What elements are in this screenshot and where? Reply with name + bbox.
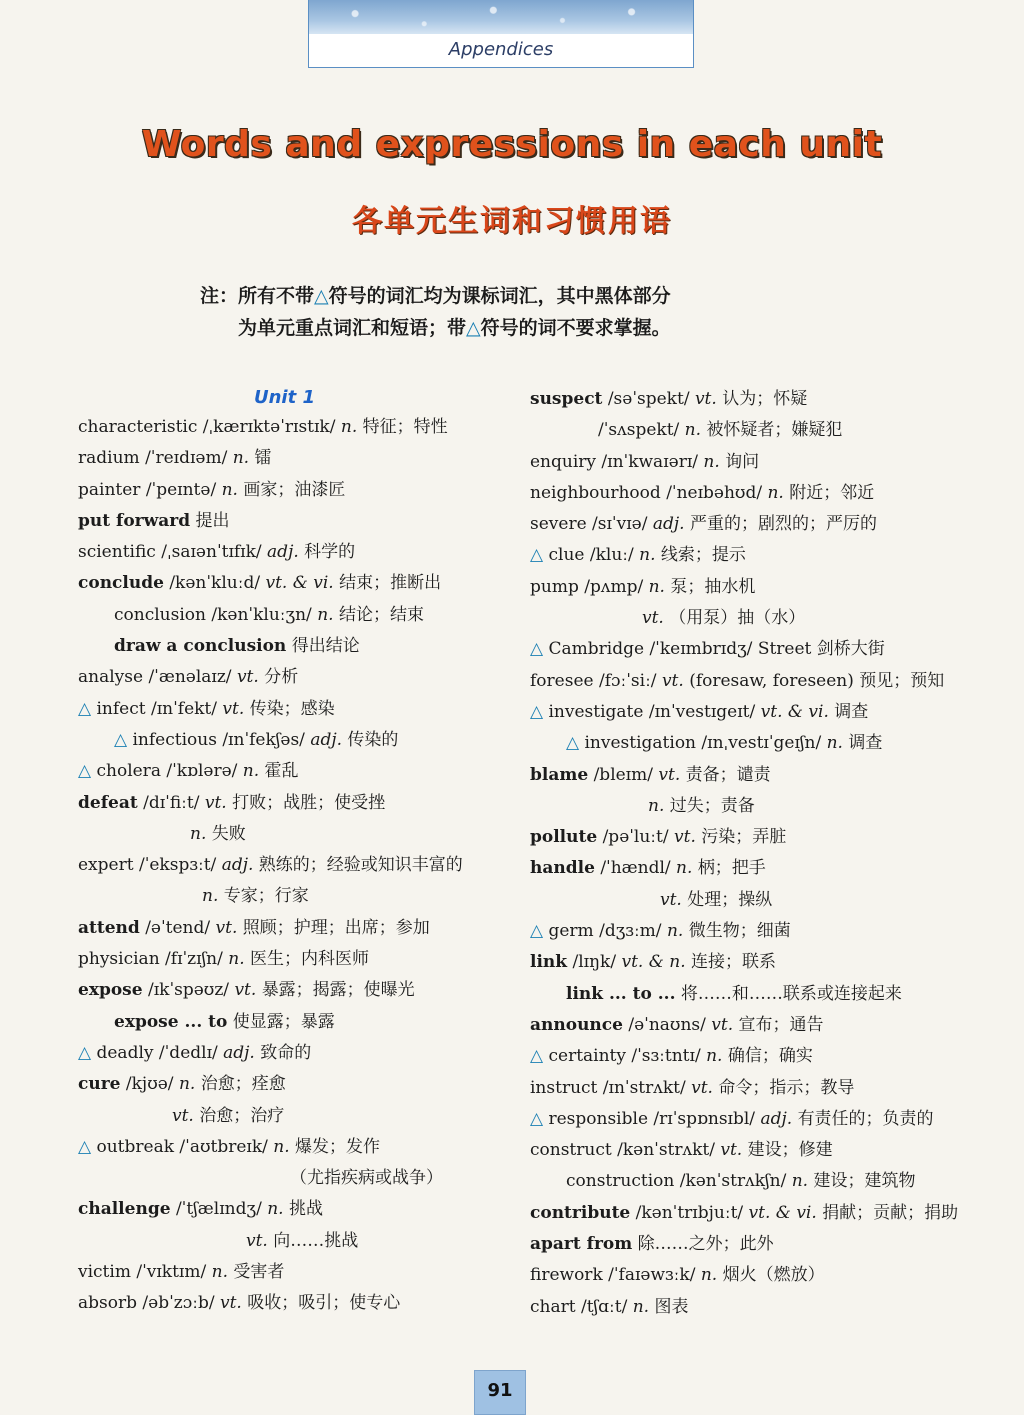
gloss: 图表 — [654, 1296, 689, 1317]
vocab-entry — [530, 447, 970, 478]
part-of-speech: vt. & vi. — [265, 573, 334, 594]
triangle-icon: △ — [314, 285, 329, 307]
gloss: 调查 — [848, 733, 883, 754]
part-of-speech: vt. — [711, 1014, 734, 1035]
headword: suspect — [530, 389, 603, 409]
gloss: 治愈；痊愈 — [200, 1074, 286, 1095]
phonetic: /bleɪm/ — [593, 764, 653, 785]
vocab-entry — [530, 478, 970, 509]
section-banner — [308, 0, 694, 68]
part-of-speech: n. — [676, 858, 693, 879]
gloss: 认为；怀疑 — [722, 389, 808, 409]
gloss: 捐献；贡献；捐助 — [822, 1202, 959, 1223]
vocab-entry — [78, 1069, 518, 1100]
vocab-entry — [530, 1198, 970, 1229]
headword: germ — [548, 921, 594, 942]
phonetic: /fɪˈzɪʃn/ — [165, 949, 223, 970]
gloss: 画家；油漆匠 — [243, 479, 346, 500]
part-of-speech: n. — [826, 733, 843, 754]
vocab-entry — [530, 540, 970, 571]
banner-image — [309, 0, 693, 34]
gloss: 过失；责备 — [669, 795, 755, 816]
phonetic: /dɪˈfiːt/ — [143, 792, 200, 813]
gloss: 附近；邻近 — [789, 482, 875, 503]
phonetic: /kənˈkluːʒn/ — [211, 604, 312, 625]
headword: infectious — [132, 729, 217, 750]
triangle-icon: △ — [530, 921, 544, 942]
part-of-speech: n. — [221, 479, 238, 500]
part-of-speech: n. — [211, 1262, 228, 1283]
gloss: 调查 — [834, 701, 869, 722]
gloss: 科学的 — [304, 542, 356, 563]
part-of-speech: vt. — [215, 917, 238, 938]
part-of-speech: n. — [273, 1136, 290, 1157]
phonetic: /ˈpeɪntə/ — [145, 479, 217, 500]
gloss: 向……挑战 — [273, 1230, 359, 1251]
part-of-speech: vt. — [691, 1077, 713, 1098]
vocab-entry — [530, 1010, 970, 1041]
triangle-icon: △ — [530, 701, 544, 722]
headword: apart from — [530, 1234, 633, 1255]
headword: enquiry — [530, 451, 597, 472]
vocab-entry — [78, 443, 518, 474]
part-of-speech: n. — [700, 1265, 718, 1286]
vocab-entry — [530, 760, 970, 791]
gloss: 受害者 — [233, 1262, 285, 1283]
part-of-speech: n. — [632, 1296, 650, 1317]
vocab-entry — [78, 1257, 518, 1288]
phonetic: /lɪŋk/ — [572, 952, 617, 973]
part-of-speech: vt. — [172, 1105, 194, 1126]
vocab-entry — [78, 975, 518, 1006]
gloss: 使显露；暴露 — [232, 1011, 335, 1032]
headword: link — [530, 952, 568, 973]
headword: foresee — [530, 670, 594, 691]
gloss: 专家；行家 — [223, 886, 309, 907]
phonetic: /kjʊə/ — [125, 1074, 174, 1095]
headword: conclude — [78, 573, 164, 594]
gloss: 被怀疑者；嫌疑犯 — [706, 420, 843, 441]
headword: pollute — [530, 827, 598, 848]
phonetic: /ɪnˈstrʌkt/ — [602, 1077, 686, 1098]
vocab-entry — [78, 913, 518, 944]
vocab-entry — [78, 1038, 518, 1069]
triangle-icon: △ — [530, 1046, 544, 1067]
part-of-speech: n. — [340, 417, 358, 437]
gloss: 柄；把手 — [697, 858, 766, 879]
vocab-entry — [78, 694, 518, 725]
gloss: 严重的；剧烈的；严厉的 — [689, 514, 877, 535]
triangle-icon: △ — [466, 317, 481, 339]
unit-heading: Unit 1 — [254, 387, 315, 408]
headword: construct — [530, 1140, 612, 1161]
gloss: 吸收；吸引；使专心 — [247, 1293, 401, 1314]
part-of-speech: vt. & vi. — [748, 1202, 817, 1223]
part-of-speech: vt. — [694, 389, 717, 409]
vocab-entry — [530, 1104, 970, 1135]
gloss: (foresaw, foreseen) 预见；预知 — [689, 670, 945, 691]
vocab-entry — [530, 1135, 970, 1166]
gloss: 烟火（燃放） — [722, 1265, 825, 1286]
vocab-entry — [78, 1194, 518, 1225]
vocab-entry — [78, 1163, 518, 1194]
phonetic: /fɔːˈsiː/ — [598, 670, 657, 691]
part-of-speech: adj. — [221, 855, 254, 876]
headword: painter — [78, 479, 141, 500]
headword: certainty — [548, 1046, 626, 1067]
headword: radium — [78, 448, 140, 469]
part-of-speech: n. — [267, 1199, 284, 1220]
part-of-speech: n. — [648, 795, 665, 816]
phonetic: /kənˈkluːd/ — [169, 573, 261, 594]
part-of-speech: n. — [666, 921, 684, 942]
phonetic: /əˈnaʊns/ — [628, 1014, 706, 1035]
phonetic: /ˈfaɪəwɜːk/ — [608, 1265, 696, 1286]
headword: attend — [78, 917, 140, 938]
phonetic: /ˈænəlaɪz/ — [148, 667, 232, 688]
phonetic: /ˈdedlɪ/ — [158, 1042, 218, 1063]
triangle-icon: △ — [78, 698, 92, 719]
part-of-speech: vt. — [234, 980, 257, 1001]
headword: challenge — [78, 1199, 171, 1220]
headword: neighbourhood — [530, 482, 661, 503]
part-of-speech: vt. — [674, 827, 696, 848]
vocab-entry — [530, 634, 970, 665]
headword: blame — [530, 764, 589, 785]
page-title-english: Words and expressions in each unit — [141, 124, 883, 165]
part-of-speech: vt. — [236, 667, 259, 688]
vocab-entry — [78, 756, 518, 787]
gloss: 熟练的；经验或知识丰富的 — [258, 855, 463, 876]
part-of-speech: vt. & n. — [621, 952, 686, 973]
gloss: 致命的 — [260, 1042, 312, 1063]
right-column — [530, 384, 970, 1323]
page-number: 91 — [474, 1370, 526, 1415]
vocab-entry — [78, 568, 518, 599]
vocab-entry — [530, 1292, 970, 1323]
gloss: 除……之外；此外 — [637, 1234, 774, 1255]
part-of-speech: n. — [684, 420, 702, 441]
part-of-speech: vt. & vi. — [760, 701, 829, 722]
note-line-2: 为单元重点词汇和短语；带△符号的词不要求掌握。 — [238, 317, 671, 339]
vocab-entry — [530, 1229, 970, 1260]
headword: draw a conclusion — [114, 636, 287, 657]
phonetic: /ˌsaɪənˈtɪfɪk/ — [161, 542, 262, 563]
vocab-entry — [78, 850, 518, 881]
phonetic: /ˈtʃælɪndʒ/ — [175, 1199, 262, 1220]
phonetic: /ˈvɪktɪm/ — [136, 1262, 207, 1283]
part-of-speech: vt. — [658, 764, 681, 785]
gloss: 污染；弄脏 — [701, 827, 787, 848]
headword: put forward — [78, 510, 191, 531]
gloss: 医生；内科医师 — [250, 949, 370, 970]
vocab-entry — [530, 415, 970, 446]
headword: physician — [78, 949, 160, 970]
vocab-entry — [530, 1260, 970, 1291]
gloss: 镭 — [254, 448, 272, 469]
vocab-entry — [530, 979, 970, 1010]
triangle-icon: △ — [530, 1108, 544, 1129]
vocab-entry — [530, 697, 970, 728]
headword: characteristic — [78, 417, 198, 437]
headword: pump — [530, 576, 579, 597]
phonetic: /ɪkˈspəʊz/ — [147, 980, 230, 1001]
vocab-entry — [530, 916, 970, 947]
vocab-entry — [530, 728, 970, 759]
headword: conclusion — [114, 604, 206, 625]
phonetic: /kənˈstrʌkʃn/ — [679, 1171, 787, 1192]
note-paragraph — [200, 280, 840, 344]
vocab-entry — [78, 944, 518, 975]
gloss: 提出 — [195, 510, 230, 531]
part-of-speech: n. — [232, 448, 250, 469]
headword: defeat — [78, 792, 138, 813]
vocab-entry — [78, 819, 518, 850]
gloss: 传染；感染 — [249, 698, 335, 719]
vocab-entry — [78, 1288, 518, 1319]
headword: infect — [96, 698, 146, 719]
triangle-icon: △ — [78, 1042, 92, 1063]
gloss: 霍乱 — [264, 761, 299, 782]
triangle-icon: △ — [530, 639, 544, 660]
gloss: 结束；推断出 — [339, 573, 442, 594]
headword: clue — [548, 545, 585, 566]
phonetic: /sɪˈvɪə/ — [592, 514, 648, 535]
vocab-entry — [78, 600, 518, 631]
gloss: 连接；联系 — [691, 952, 777, 973]
left-column — [78, 384, 518, 1320]
headword: severe — [530, 514, 587, 535]
part-of-speech: adj. — [652, 514, 685, 535]
vocab-entry — [78, 631, 518, 662]
phonetic: /ˈsɜːtntɪ/ — [631, 1046, 701, 1067]
gloss: 建设；建筑物 — [813, 1171, 916, 1192]
part-of-speech: vt. — [204, 792, 227, 813]
headword: outbreak — [96, 1136, 175, 1157]
headword: investigate — [548, 701, 644, 722]
part-of-speech: adj. — [760, 1108, 793, 1129]
gloss: 得出结论 — [291, 636, 360, 657]
gloss: 责备；谴责 — [685, 764, 771, 785]
vocab-entry — [530, 853, 970, 884]
phonetic: /kənˈstrʌkt/ — [617, 1140, 715, 1161]
section-label: Appendices — [448, 39, 554, 60]
vocab-entry — [530, 885, 970, 916]
gloss: 打败；战胜；使受挫 — [232, 792, 386, 813]
headword: firework — [530, 1265, 603, 1286]
phonetic: /kluː/ — [589, 545, 634, 566]
headword: responsible — [548, 1108, 649, 1129]
gloss: 爆发；发作 — [295, 1136, 381, 1157]
page-title-chinese: 各单元生词和习惯用语 — [352, 204, 672, 239]
phonetic: /ɪnˈfekʃəs/ — [222, 729, 305, 750]
part-of-speech: adj. — [267, 542, 299, 563]
vocab-entry — [530, 791, 970, 822]
headword: instruct — [530, 1077, 598, 1098]
vocab-entry — [78, 475, 518, 506]
phonetic: /ˈneɪbəhʊd/ — [666, 482, 763, 503]
headword: scientific — [78, 542, 156, 563]
vocab-entry — [78, 1007, 518, 1038]
headword: Cambridge — [548, 639, 645, 660]
part-of-speech: n. — [317, 604, 334, 625]
phonetic: /səˈspekt/ — [607, 389, 690, 409]
phonetic: /ˈhændl/ — [600, 858, 671, 879]
gloss: 有责任的；负责的 — [797, 1108, 934, 1129]
gloss: 泵；抽水机 — [670, 576, 756, 597]
gloss: 线索；提示 — [660, 545, 746, 566]
vocab-entry — [530, 1166, 970, 1197]
phonetic: /kənˈtrɪbjuːt/ — [635, 1202, 744, 1223]
phonetic: /ɪnˈkwaɪərɪ/ — [601, 451, 698, 472]
vocab-entry — [530, 572, 970, 603]
headword: expose ... to — [114, 1011, 228, 1032]
part-of-speech: vt. — [720, 1140, 743, 1161]
phonetic: /pəˈluːt/ — [602, 827, 669, 848]
headword: victim — [78, 1262, 131, 1283]
gloss: 传染的 — [347, 729, 399, 750]
gloss: 建设；修建 — [747, 1140, 833, 1161]
gloss: 将……和……联系或连接起来 — [680, 983, 902, 1004]
gloss: 暴露；揭露；使曝光 — [261, 980, 415, 1001]
phonetic: /rɪˈspɒnsɪbl/ — [653, 1108, 756, 1129]
part-of-speech: n. — [228, 949, 245, 970]
phonetic: /əbˈzɔːb/ — [142, 1293, 215, 1314]
gloss: Street 剑桥大街 — [757, 639, 885, 660]
part-of-speech: vt. — [642, 608, 664, 629]
phonetic: /dʒɜːm/ — [599, 921, 662, 942]
vocab-entry — [530, 1041, 970, 1072]
headword: expose — [78, 980, 143, 1001]
gloss: 照顾；护理；出席；参加 — [242, 917, 430, 938]
part-of-speech: n. — [242, 761, 260, 782]
part-of-speech: vt. — [246, 1230, 268, 1251]
part-of-speech: n. — [791, 1171, 809, 1192]
vocab-entry — [530, 822, 970, 853]
headword: link ... to ... — [566, 983, 676, 1004]
headword: deadly — [96, 1042, 154, 1063]
part-of-speech: n. — [202, 886, 219, 907]
phonetic: /ɪnˈfekt/ — [150, 698, 217, 719]
part-of-speech: vt. — [660, 889, 682, 910]
triangle-icon: △ — [530, 545, 544, 566]
part-of-speech: n. — [767, 482, 784, 503]
gloss: 微生物；细菌 — [688, 921, 791, 942]
vocab-entry — [78, 788, 518, 819]
vocab-entry — [530, 509, 970, 540]
triangle-icon: △ — [566, 733, 580, 754]
vocab-entry — [78, 537, 518, 568]
gloss: 命令；指示；教导 — [718, 1077, 855, 1098]
part-of-speech: vt. — [219, 1293, 242, 1314]
vocab-entry — [530, 384, 970, 415]
part-of-speech: n. — [178, 1074, 196, 1095]
triangle-icon: △ — [114, 729, 128, 750]
gloss: 处理；操纵 — [687, 889, 773, 910]
phonetic: /ɪnˈvestɪgeɪt/ — [648, 701, 756, 722]
part-of-speech: n. — [703, 451, 720, 472]
part-of-speech: n. — [639, 545, 656, 566]
headword: construction — [566, 1171, 675, 1192]
part-of-speech: vt. — [222, 698, 245, 719]
vocab-entry — [530, 947, 970, 978]
part-of-speech: adj. — [223, 1042, 255, 1063]
gloss: 结论；结束 — [338, 604, 424, 625]
headword: cure — [78, 1074, 121, 1095]
gloss: （用泵）抽（水） — [669, 608, 806, 629]
vocab-entry — [530, 603, 970, 634]
vocab-entry — [530, 666, 970, 697]
headword: announce — [530, 1014, 623, 1035]
vocab-entry — [78, 1226, 518, 1257]
vocab-entry — [78, 881, 518, 912]
phonetic: /ˈaʊtbreɪk/ — [179, 1136, 268, 1157]
headword: handle — [530, 858, 595, 879]
phonetic: /əˈtend/ — [145, 917, 211, 938]
vocab-entry — [78, 725, 518, 756]
gloss: （尤指疾病或战争） — [290, 1168, 443, 1189]
gloss: 特征；特性 — [362, 417, 448, 437]
triangle-icon: △ — [78, 761, 92, 782]
part-of-speech: n. — [190, 823, 207, 844]
vocab-entry — [78, 412, 518, 443]
gloss: 挑战 — [288, 1199, 323, 1220]
phonetic: /tʃɑːt/ — [580, 1296, 628, 1317]
phonetic: /ˈkɒlərə/ — [166, 761, 238, 782]
headword: investigation — [584, 733, 696, 754]
headword: absorb — [78, 1293, 137, 1314]
headword: contribute — [530, 1202, 631, 1223]
part-of-speech: adj. — [310, 729, 343, 750]
phonetic: /pʌmp/ — [584, 576, 644, 597]
phonetic: /ˌkærɪktəˈrɪstɪk/ — [202, 417, 336, 437]
vocab-entry — [78, 1132, 518, 1163]
phonetic: /ˈreɪdɪəm/ — [145, 448, 228, 469]
headword: analyse — [78, 667, 144, 688]
phonetic: /ˈsʌspekt/ — [598, 420, 680, 441]
vocab-entry — [78, 506, 518, 537]
note-line-1: 注：所有不带△符号的词汇均为课标词汇，其中黑体部分 — [200, 285, 671, 307]
headword: expert — [78, 855, 134, 876]
vocab-entry — [78, 662, 518, 693]
vocab-entry — [78, 1101, 518, 1132]
part-of-speech: n. — [648, 576, 665, 597]
phonetic: /ˈkeɪmbrɪdʒ/ — [649, 639, 753, 660]
phonetic: /ˈekspɜːt/ — [138, 855, 217, 876]
headword: chart — [530, 1296, 576, 1317]
gloss: 确信；确实 — [727, 1046, 813, 1067]
gloss: 宣布；通告 — [738, 1014, 824, 1035]
headword: cholera — [96, 761, 161, 782]
gloss: 失败 — [211, 823, 246, 844]
gloss: 分析 — [264, 667, 299, 688]
triangle-icon: △ — [78, 1136, 92, 1157]
phonetic: /ɪnˌvestɪˈgeɪʃn/ — [701, 733, 822, 754]
part-of-speech: vt. — [661, 670, 684, 691]
gloss: 询问 — [725, 451, 760, 472]
gloss: 治愈；治疗 — [199, 1105, 285, 1126]
vocab-entry — [530, 1073, 970, 1104]
part-of-speech: n. — [706, 1046, 723, 1067]
